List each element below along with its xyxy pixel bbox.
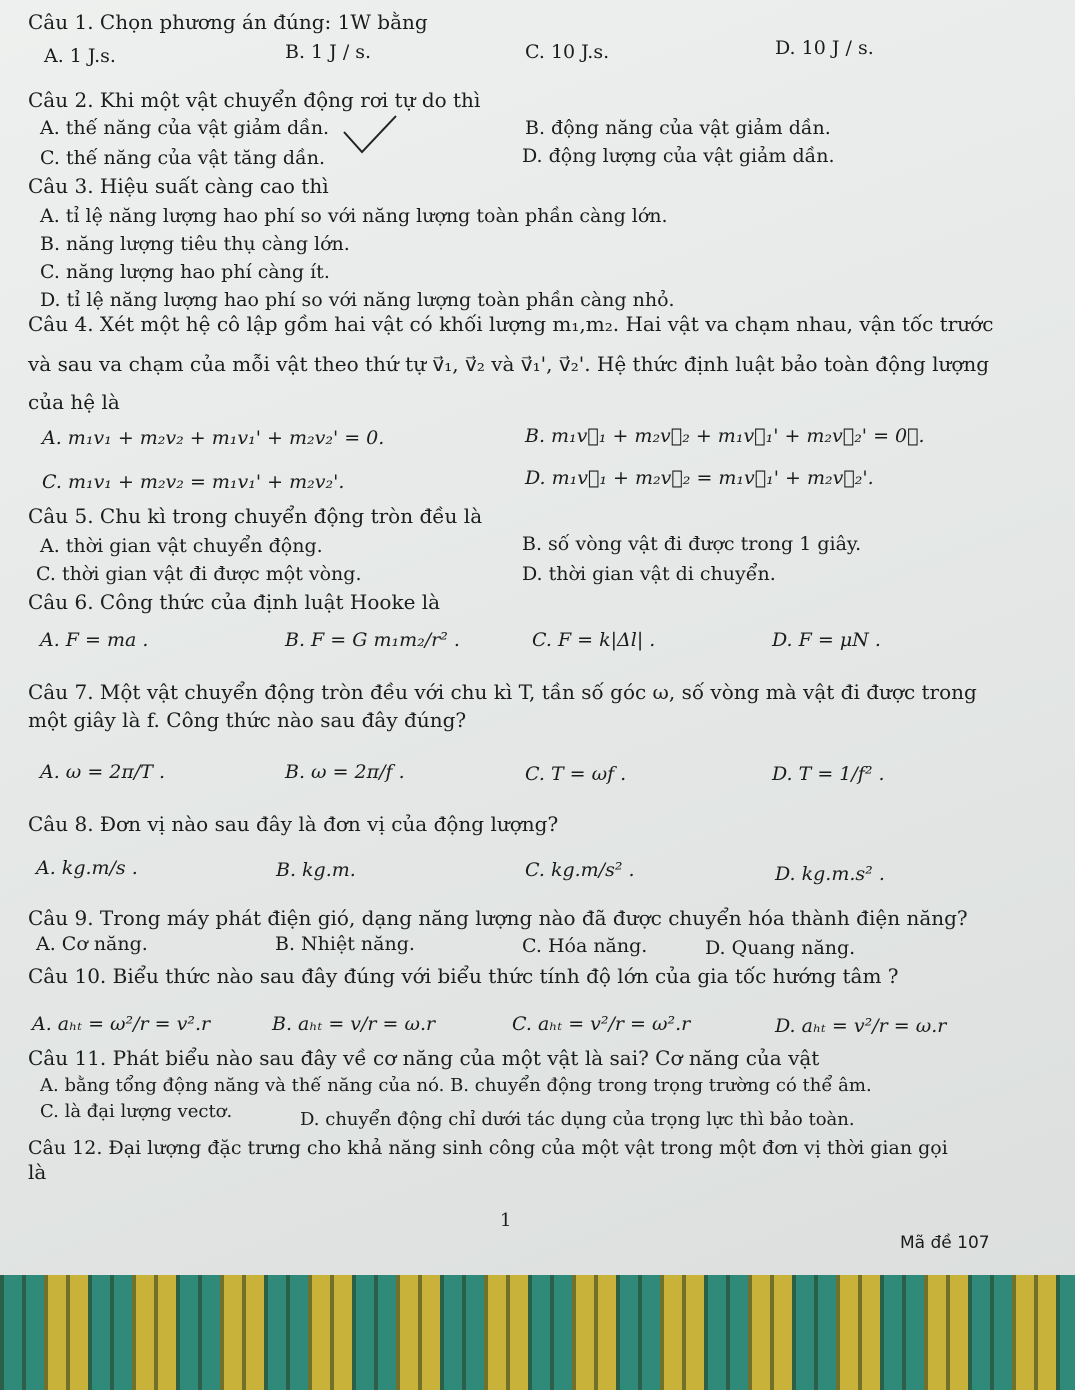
q11-option-d: D. chuyển động chỉ dưới tác dụng của trọng lực thì bảo toàn. xyxy=(300,1109,855,1130)
q11-options-line1: A. bằng tổng động năng và thế năng của nó. B. chuyển động trong trọng trường có thể âm. xyxy=(40,1075,872,1096)
question-2-stem: Câu 2. Khi một vật chuyển động rơi tự do thì xyxy=(28,88,481,112)
q9-option-b: B. Nhiệt năng. xyxy=(275,933,415,955)
question-7-stem-line1: Câu 7. Một vật chuyển động tròn đều với chu kì T, tần số góc ω, số vòng mà vật đi được trong xyxy=(28,680,977,704)
q8-option-a: A. kg.m/s . xyxy=(36,857,138,879)
q2-option-c: C. thế năng của vật tăng dần. xyxy=(40,147,326,169)
q4-option-a: A. m₁v₁ + m₂v₂ + m₁v₁' + m₂v₂' = 0. xyxy=(42,427,385,449)
q6-option-b: B. F = G m₁m₂/r² . xyxy=(285,629,460,651)
q2-option-b: B. động năng của vật giảm dần. xyxy=(525,117,831,139)
question-10-stem: Câu 10. Biểu thức nào sau đây đúng với biểu thức tính độ lớn của gia tốc hướng tâm ? xyxy=(28,964,899,988)
q4-option-d: D. m₁v⃗₁ + m₂v⃗₂ = m₁v⃗₁' + m₂v⃗₂'. xyxy=(525,467,874,489)
question-1-stem: Câu 1. Chọn phương án đúng: 1W bằng xyxy=(28,10,428,34)
question-6-stem: Câu 6. Công thức của định luật Hooke là xyxy=(28,590,441,614)
question-9-stem: Câu 9. Trong máy phát điện gió, dạng năng lượng nào đã được chuyển hóa thành điện năng? xyxy=(28,906,968,930)
question-4-stem-line3: của hệ là xyxy=(28,390,120,414)
q3-option-d: D. tỉ lệ năng lượng hao phí so với năng lượng toàn phần càng nhỏ. xyxy=(40,289,675,311)
q7-option-d: D. T = 1/f² . xyxy=(772,763,885,785)
question-12-stem: Câu 12. Đại lượng đặc trưng cho khả năng sinh công của một vật trong một đơn vị thời gian gọi xyxy=(28,1137,948,1159)
question-3-stem: Câu 3. Hiệu suất càng cao thì xyxy=(28,174,329,198)
woven-mat-background xyxy=(0,1275,1075,1390)
q6-option-d: D. F = μN . xyxy=(772,629,881,651)
q9-option-d: D. Quang năng. xyxy=(705,937,856,959)
page-number: 1 xyxy=(500,1210,512,1231)
q10-option-d: D. aₕₜ = v²/r = ω.r xyxy=(775,1015,947,1037)
q5-option-d: D. thời gian vật di chuyển. xyxy=(522,563,776,585)
q1-option-a: A. 1 J.s. xyxy=(44,45,116,67)
question-4-stem-line1: Câu 4. Xét một hệ cô lập gồm hai vật có khối lượng m₁,m₂. Hai vật va chạm nhau, vận tốc trước xyxy=(28,312,994,336)
q8-option-d: D. kg.m.s² . xyxy=(775,863,885,885)
q8-option-b: B. kg.m. xyxy=(276,859,356,881)
question-5-stem: Câu 5. Chu kì trong chuyển động tròn đều là xyxy=(28,504,483,528)
q3-option-a: A. tỉ lệ năng lượng hao phí so với năng lượng toàn phần càng lớn. xyxy=(40,205,668,227)
q1-option-b: B. 1 J / s. xyxy=(285,41,372,63)
question-7-stem-line2: một giây là f. Công thức nào sau đây đúng? xyxy=(28,708,467,732)
q1-option-d: D. 10 J / s. xyxy=(775,37,874,59)
q7-option-b: B. ω = 2π/f . xyxy=(285,761,405,783)
q10-option-b: B. aₕₜ = v/r = ω.r xyxy=(272,1013,436,1035)
q3-option-c: C. năng lượng hao phí càng ít. xyxy=(40,261,330,283)
q11-option-c: C. là đại lượng vectơ. xyxy=(40,1101,233,1122)
exam-code: Mã đề 107 xyxy=(900,1233,990,1253)
q5-option-a: A. thời gian vật chuyển động. xyxy=(40,535,323,557)
q7-option-a: A. ω = 2π/T . xyxy=(40,761,166,783)
q9-option-a: A. Cơ năng. xyxy=(36,933,148,955)
question-12-stem-line2: là xyxy=(28,1160,47,1184)
q4-option-b: B. m₁v⃗₁ + m₂v⃗₂ + m₁v⃗₁' + m₂v⃗₂' = 0⃗. xyxy=(525,425,925,447)
question-8-stem: Câu 8. Đơn vị nào sau đây là đơn vị của động lượng? xyxy=(28,812,559,836)
q6-option-a: A. F = ma . xyxy=(40,629,149,651)
q8-option-c: C. kg.m/s² . xyxy=(525,859,635,881)
question-4-stem-line2: và sau va chạm của mỗi vật theo thứ tự v⃗₁, v⃗₂ và v⃗₁', v⃗₂'. Hệ thức định luật bảo toàn động lượng xyxy=(28,352,990,376)
q5-option-b: B. số vòng vật đi được trong 1 giây. xyxy=(522,533,862,555)
q3-option-b: B. năng lượng tiêu thụ càng lớn. xyxy=(40,233,350,255)
q4-option-c: C. m₁v₁ + m₂v₂ = m₁v₁' + m₂v₂'. xyxy=(42,471,345,493)
q6-option-c: C. F = k|Δl| . xyxy=(532,629,656,651)
q10-option-c: C. aₕₜ = v²/r = ω².r xyxy=(512,1013,691,1035)
q2-option-d: D. động lượng của vật giảm dần. xyxy=(522,145,835,167)
q2-option-a: A. thế năng của vật giảm dần. xyxy=(40,117,330,139)
checkmark-icon xyxy=(340,112,400,156)
q10-option-a: A. aₕₜ = ω²/r = v².r xyxy=(32,1013,211,1035)
q7-option-c: C. T = ωf . xyxy=(525,763,627,785)
q1-option-c: C. 10 J.s. xyxy=(525,41,610,63)
question-11-stem: Câu 11. Phát biểu nào sau đây về cơ năng của một vật là sai? Cơ năng của vật xyxy=(28,1046,820,1070)
q5-option-c: C. thời gian vật đi được một vòng. xyxy=(36,563,362,585)
q9-option-c: C. Hóa năng. xyxy=(522,935,648,957)
